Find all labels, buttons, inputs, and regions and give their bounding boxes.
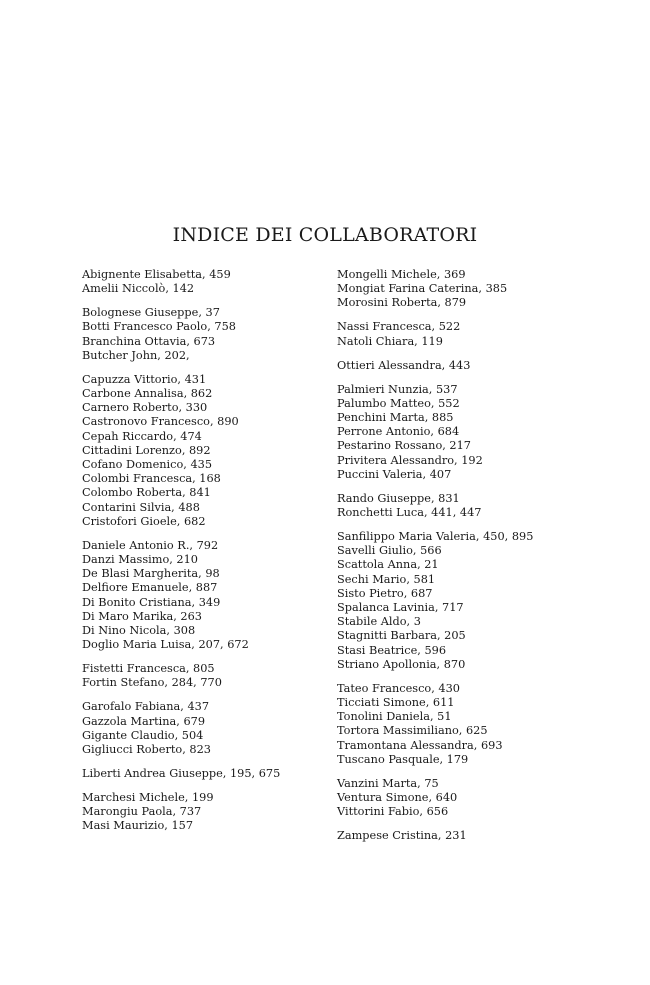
index-entry: Privitera Alessandro, 192 bbox=[337, 453, 483, 467]
index-letter-group bbox=[82, 662, 322, 690]
index-entry: Fistetti Francesca, 805 bbox=[82, 662, 215, 676]
index-entry: Nassi Francesca, 522 bbox=[337, 320, 461, 334]
index-column-right bbox=[337, 268, 587, 853]
index-entry: Ronchetti Luca, 441, 447 bbox=[337, 506, 482, 520]
index-entry: Contarini Silvia, 488 bbox=[82, 500, 200, 514]
index-entry: Gigliucci Roberto, 823 bbox=[82, 743, 211, 757]
index-entry: Stasi Beatrice, 596 bbox=[337, 643, 447, 657]
index-entry: Palmieri Nunzia, 537 bbox=[337, 382, 458, 396]
index-entry: Danzi Massimo, 210 bbox=[82, 553, 198, 567]
index-letter-group bbox=[82, 373, 322, 529]
index-entry: Carnero Roberto, 330 bbox=[82, 401, 208, 415]
index-entry: Daniele Antonio R., 792 bbox=[82, 538, 219, 552]
index-entry: Cofano Domenico, 435 bbox=[82, 458, 213, 472]
index-letter-group bbox=[82, 268, 322, 296]
index-letter-group bbox=[82, 767, 322, 781]
index-column-left bbox=[82, 268, 322, 843]
index-letter-group bbox=[337, 777, 587, 820]
index-entry: Garofalo Fabiana, 437 bbox=[82, 700, 210, 714]
index-entry: Savelli Giulio, 566 bbox=[337, 544, 442, 558]
index-entry: Cittadini Lorenzo, 892 bbox=[82, 443, 211, 457]
index-entry: Penchini Marta, 885 bbox=[337, 411, 454, 425]
index-entry: Zampese Cristina, 231 bbox=[337, 829, 467, 843]
index-letter-group bbox=[82, 700, 322, 757]
index-entry: Ticciati Simone, 611 bbox=[337, 696, 455, 710]
index-entry: Tateo Francesco, 430 bbox=[337, 681, 460, 695]
index-entry: Natoli Chiara, 119 bbox=[337, 334, 443, 348]
index-entry: Ventura Simone, 640 bbox=[337, 791, 458, 805]
index-entry: Tortora Massimiliano, 625 bbox=[337, 724, 488, 738]
index-entry: Marongiu Paola, 737 bbox=[82, 805, 202, 819]
index-entry: Pestarino Rossano, 217 bbox=[337, 439, 471, 453]
index-entry: Cepah Riccardo, 474 bbox=[82, 429, 202, 443]
index-entry: De Blasi Margherita, 98 bbox=[82, 567, 220, 581]
index-entry: Tuscano Pasquale, 179 bbox=[337, 752, 469, 766]
index-letter-group bbox=[337, 682, 587, 767]
index-entry: Doglio Maria Luisa, 207, 672 bbox=[82, 638, 249, 652]
index-entry: Perrone Antonio, 684 bbox=[337, 425, 460, 439]
index-entry: Branchina Ottavia, 673 bbox=[82, 334, 216, 348]
index-entry: Marchesi Michele, 199 bbox=[82, 791, 214, 805]
index-entry: Liberti Andrea Giuseppe, 195, 675 bbox=[82, 767, 281, 781]
index-entry: Botti Francesco Paolo, 758 bbox=[82, 320, 236, 334]
index-entry: Fortin Stefano, 284, 770 bbox=[82, 676, 222, 690]
index-entry: Spalanca Lavinia, 717 bbox=[337, 601, 464, 615]
index-entry: Bolognese Giuseppe, 37 bbox=[82, 306, 220, 320]
index-entry: Vanzini Marta, 75 bbox=[337, 776, 439, 790]
index-entry: Mongiat Farina Caterina, 385 bbox=[337, 282, 508, 296]
index-letter-group bbox=[82, 539, 322, 653]
index-letter-group bbox=[337, 320, 587, 348]
index-entry: Sechi Mario, 581 bbox=[337, 572, 436, 586]
index-entry: Ottieri Alessandra, 443 bbox=[337, 358, 471, 372]
index-entry: Striano Apollonia, 870 bbox=[337, 657, 466, 671]
index-letter-group bbox=[337, 530, 587, 672]
index-entry: Stagnitti Barbara, 205 bbox=[337, 629, 466, 643]
index-entry: Stabile Aldo, 3 bbox=[337, 615, 421, 629]
index-entry: Morosini Roberta, 879 bbox=[337, 296, 467, 310]
index-entry: Carbone Annalisa, 862 bbox=[82, 387, 213, 401]
index-entry: Gazzola Martina, 679 bbox=[82, 714, 206, 728]
index-entry: Capuzza Vittorio, 431 bbox=[82, 372, 207, 386]
index-entry: Amelii Niccolò, 142 bbox=[82, 282, 195, 296]
index-entry: Colombo Roberta, 841 bbox=[82, 486, 211, 500]
index-entry: Puccini Valeria, 407 bbox=[337, 467, 452, 481]
index-letter-group bbox=[337, 383, 587, 482]
index-entry: Abignente Elisabetta, 459 bbox=[82, 268, 231, 281]
index-entry: Rando Giuseppe, 831 bbox=[337, 491, 460, 505]
index-letter-group bbox=[337, 829, 587, 843]
index-letter-group bbox=[337, 268, 587, 311]
index-entry: Cristofori Gioele, 682 bbox=[82, 514, 206, 528]
index-entry: Sisto Pietro, 687 bbox=[337, 586, 433, 600]
index-entry: Tramontana Alessandra, 693 bbox=[337, 738, 503, 752]
index-entry: Butcher John, 202, bbox=[82, 348, 190, 362]
index-entry: Palumbo Matteo, 552 bbox=[337, 396, 460, 410]
index-entry: Tonolini Daniela, 51 bbox=[337, 710, 452, 724]
index-entry: Colombi Francesca, 168 bbox=[82, 472, 221, 486]
index-entry: Masi Maurizio, 157 bbox=[82, 819, 194, 833]
index-entry: Scattola Anna, 21 bbox=[337, 558, 439, 572]
index-entry: Delfiore Emanuele, 887 bbox=[82, 581, 218, 595]
page-title: INDICE DEI COLLABORATORI bbox=[172, 224, 478, 246]
index-entry: Di Maro Marika, 263 bbox=[82, 609, 202, 623]
index-entry: Gigante Claudio, 504 bbox=[82, 728, 204, 742]
index-entry: Castronovo Francesco, 890 bbox=[82, 415, 239, 429]
index-entry: Di Nino Nicola, 308 bbox=[82, 624, 196, 638]
index-entry: Di Bonito Cristiana, 349 bbox=[82, 595, 221, 609]
index-letter-group bbox=[337, 359, 587, 373]
index-entry: Mongelli Michele, 369 bbox=[337, 268, 466, 281]
index-letter-group bbox=[82, 306, 322, 363]
index-letter-group bbox=[82, 791, 322, 834]
index-entry: Vittorini Fabio, 656 bbox=[337, 805, 449, 819]
index-entry: Sanfilippo Maria Valeria, 450, 895 bbox=[337, 530, 534, 544]
index-letter-group bbox=[337, 492, 587, 520]
